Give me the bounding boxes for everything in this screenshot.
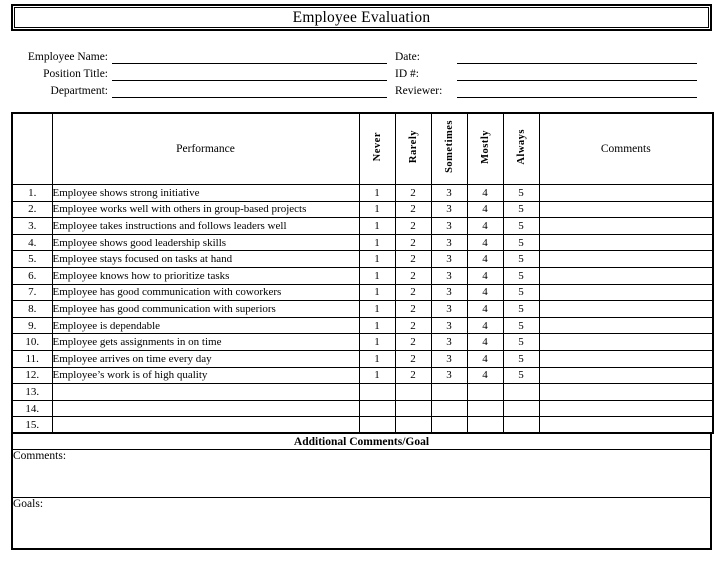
performance-item: Employee gets assignments in on time: [52, 334, 359, 351]
header-sometimes-label: Sometimes: [443, 120, 455, 173]
performance-item: Employee is dependable: [52, 317, 359, 334]
performance-item: [52, 417, 359, 434]
rating-option-4[interactable]: 4: [467, 350, 503, 367]
row-number: 10.: [12, 334, 52, 351]
row-comment[interactable]: [539, 367, 713, 384]
rating-option-2[interactable]: [395, 417, 431, 434]
rating-option-3[interactable]: 3: [431, 218, 467, 235]
additional-title-row: [12, 433, 711, 450]
rating-option-2[interactable]: [395, 384, 431, 401]
evaluation-table-body: [12, 185, 713, 434]
rating-option-5[interactable]: 5: [503, 218, 539, 235]
table-row: [12, 201, 713, 218]
rating-option-5[interactable]: 5: [503, 234, 539, 251]
rating-option-1[interactable]: 1: [359, 350, 395, 367]
goals-area[interactable]: [12, 498, 711, 550]
header-rarely: [395, 113, 431, 185]
performance-item: Employee shows strong initiative: [52, 185, 359, 202]
performance-item: [52, 384, 359, 401]
header-fields: [0, 47, 723, 99]
row-number: 8.: [12, 301, 52, 318]
rating-option-1[interactable]: [359, 417, 395, 434]
row-comment[interactable]: [539, 317, 713, 334]
comments-label: Comments:: [13, 450, 67, 462]
performance-item: Employee has good communication with coworkers: [52, 284, 359, 301]
rating-option-3[interactable]: [431, 384, 467, 401]
additional-comments-section: [11, 432, 712, 550]
field-row-3: [0, 81, 723, 98]
header-mostly: [467, 113, 503, 185]
row-number: 12.: [12, 367, 52, 384]
rating-option-1[interactable]: 1: [359, 334, 395, 351]
row-comment[interactable]: [539, 284, 713, 301]
rating-option-4[interactable]: 4: [467, 284, 503, 301]
rating-option-4[interactable]: 4: [467, 218, 503, 235]
rating-option-4[interactable]: 4: [467, 334, 503, 351]
rating-option-5[interactable]: 5: [503, 267, 539, 284]
row-number: 13.: [12, 384, 52, 401]
header-never: [359, 113, 395, 185]
table-row: [12, 185, 713, 202]
row-comment[interactable]: [539, 417, 713, 434]
rating-option-1[interactable]: 1: [359, 284, 395, 301]
rating-option-3[interactable]: 3: [431, 185, 467, 202]
row-number: 14.: [12, 400, 52, 417]
rating-option-4[interactable]: [467, 417, 503, 434]
rating-option-4[interactable]: 4: [467, 251, 503, 268]
header-rarely-label: Rarely: [407, 129, 419, 164]
evaluation-table-head: [12, 113, 713, 185]
performance-item: Employee works well with others in group-based projects: [52, 201, 359, 218]
header-mostly-label: Mostly: [479, 129, 491, 164]
id-number-input[interactable]: [457, 66, 697, 81]
rating-option-3[interactable]: 3: [431, 267, 467, 284]
rating-option-1[interactable]: 1: [359, 301, 395, 318]
rating-option-5[interactable]: 5: [503, 317, 539, 334]
performance-item: [52, 400, 359, 417]
rating-option-1[interactable]: [359, 384, 395, 401]
rating-option-2[interactable]: [395, 400, 431, 417]
comments-row: [12, 450, 711, 498]
rating-option-3[interactable]: 3: [431, 317, 467, 334]
rating-option-2[interactable]: 2: [395, 201, 431, 218]
rating-option-3[interactable]: 3: [431, 201, 467, 218]
table-row: [12, 251, 713, 268]
header-number-cell: [12, 113, 52, 185]
row-comment[interactable]: [539, 400, 713, 417]
form-title-box: [11, 4, 712, 31]
rating-option-1[interactable]: 1: [359, 317, 395, 334]
rating-option-4[interactable]: [467, 400, 503, 417]
rating-option-2[interactable]: 2: [395, 301, 431, 318]
rating-option-3[interactable]: 3: [431, 251, 467, 268]
row-number: 11.: [12, 350, 52, 367]
table-row: [12, 218, 713, 235]
rating-option-2[interactable]: 2: [395, 267, 431, 284]
rating-option-5[interactable]: 5: [503, 334, 539, 351]
row-comment[interactable]: [539, 384, 713, 401]
rating-option-2[interactable]: 2: [395, 218, 431, 235]
row-comment[interactable]: [539, 185, 713, 202]
header-sometimes: [431, 113, 467, 185]
row-number: 9.: [12, 317, 52, 334]
field-row-1: [0, 47, 723, 64]
rating-option-1[interactable]: 1: [359, 267, 395, 284]
table-row: [12, 367, 713, 384]
rating-option-5[interactable]: [503, 400, 539, 417]
rating-option-3[interactable]: 3: [431, 350, 467, 367]
row-number: 5.: [12, 251, 52, 268]
rating-option-1[interactable]: 1: [359, 218, 395, 235]
rating-option-3[interactable]: [431, 400, 467, 417]
performance-item: Employee stays focused on tasks at hand: [52, 251, 359, 268]
position-title-label: Position Title:: [43, 68, 108, 80]
rating-option-4[interactable]: 4: [467, 201, 503, 218]
department-label: Department:: [50, 85, 108, 97]
header-performance: Performance: [52, 113, 359, 185]
rating-option-4[interactable]: 4: [467, 367, 503, 384]
reviewer-input[interactable]: [457, 83, 697, 98]
table-row: [12, 384, 713, 401]
header-comments: Comments: [539, 113, 713, 185]
position-title-input[interactable]: [112, 66, 387, 81]
rating-option-5[interactable]: 5: [503, 185, 539, 202]
rating-option-4[interactable]: 4: [467, 317, 503, 334]
rating-option-4[interactable]: 4: [467, 185, 503, 202]
goals-row: [12, 498, 711, 550]
rating-option-5[interactable]: 5: [503, 251, 539, 268]
row-number: 6.: [12, 267, 52, 284]
id-number-label: ID #:: [395, 68, 419, 80]
table-row: [12, 400, 713, 417]
department-input[interactable]: [112, 83, 387, 98]
performance-item: Employee’s work is of high quality: [52, 367, 359, 384]
rating-option-3[interactable]: 3: [431, 367, 467, 384]
header-never-label: Never: [371, 131, 383, 162]
rating-option-2[interactable]: 2: [395, 251, 431, 268]
row-comment[interactable]: [539, 234, 713, 251]
table-row: [12, 284, 713, 301]
additional-title: Additional Comments/Goal: [12, 433, 711, 450]
row-number: 2.: [12, 201, 52, 218]
table-row: [12, 234, 713, 251]
row-comment[interactable]: [539, 267, 713, 284]
page-title: Employee Evaluation: [292, 8, 431, 26]
rating-option-5[interactable]: [503, 417, 539, 434]
goals-label: Goals:: [13, 498, 44, 510]
rating-option-4[interactable]: 4: [467, 234, 503, 251]
rating-option-5[interactable]: 5: [503, 201, 539, 218]
table-row: [12, 417, 713, 434]
header-row: [12, 113, 713, 185]
row-number: 1.: [12, 185, 52, 202]
performance-item: Employee shows good leadership skills: [52, 234, 359, 251]
row-comment[interactable]: [539, 350, 713, 367]
row-comment[interactable]: [539, 251, 713, 268]
rating-option-3[interactable]: 3: [431, 234, 467, 251]
rating-option-4[interactable]: [467, 384, 503, 401]
rating-option-1[interactable]: 1: [359, 251, 395, 268]
evaluation-table: [11, 112, 714, 434]
rating-option-1[interactable]: 1: [359, 367, 395, 384]
rating-option-3[interactable]: 3: [431, 334, 467, 351]
row-comment[interactable]: [539, 218, 713, 235]
table-row: [12, 350, 713, 367]
header-always-label: Always: [515, 128, 527, 165]
date-input[interactable]: [457, 49, 697, 64]
rating-option-2[interactable]: 2: [395, 234, 431, 251]
row-comment[interactable]: [539, 334, 713, 351]
row-number: 3.: [12, 218, 52, 235]
table-row: [12, 301, 713, 318]
rating-option-4[interactable]: 4: [467, 267, 503, 284]
rating-option-5[interactable]: [503, 384, 539, 401]
table-row: [12, 267, 713, 284]
employee-name-input[interactable]: [112, 49, 387, 64]
row-comment[interactable]: [539, 301, 713, 318]
performance-item: Employee knows how to prioritize tasks: [52, 267, 359, 284]
rating-option-2[interactable]: 2: [395, 317, 431, 334]
rating-option-1[interactable]: [359, 400, 395, 417]
comments-area[interactable]: [12, 450, 711, 498]
rating-option-2[interactable]: 2: [395, 350, 431, 367]
performance-item: Employee has good communication with superiors: [52, 301, 359, 318]
rating-option-5[interactable]: 5: [503, 350, 539, 367]
rating-option-3[interactable]: 3: [431, 301, 467, 318]
rating-option-5[interactable]: 5: [503, 367, 539, 384]
form-title-inner: [14, 7, 709, 28]
rating-option-5[interactable]: 5: [503, 301, 539, 318]
rating-option-1[interactable]: 1: [359, 234, 395, 251]
performance-item: Employee takes instructions and follows leaders well: [52, 218, 359, 235]
performance-item: Employee arrives on time every day: [52, 350, 359, 367]
row-number: 15.: [12, 417, 52, 434]
header-always: [503, 113, 539, 185]
rating-option-3[interactable]: 3: [431, 284, 467, 301]
table-row: [12, 334, 713, 351]
rating-option-3[interactable]: [431, 417, 467, 434]
table-row: [12, 317, 713, 334]
date-label: Date:: [395, 51, 420, 63]
employee-name-label: Employee Name:: [27, 51, 108, 63]
rating-option-2[interactable]: 2: [395, 367, 431, 384]
rating-option-1[interactable]: 1: [359, 201, 395, 218]
rating-option-1[interactable]: 1: [359, 185, 395, 202]
rating-option-4[interactable]: 4: [467, 301, 503, 318]
row-number: 7.: [12, 284, 52, 301]
rating-option-2[interactable]: 2: [395, 284, 431, 301]
rating-option-2[interactable]: 2: [395, 334, 431, 351]
row-number: 4.: [12, 234, 52, 251]
rating-option-5[interactable]: 5: [503, 284, 539, 301]
field-row-2: [0, 64, 723, 81]
row-comment[interactable]: [539, 201, 713, 218]
rating-option-2[interactable]: 2: [395, 185, 431, 202]
reviewer-label: Reviewer:: [395, 85, 443, 97]
